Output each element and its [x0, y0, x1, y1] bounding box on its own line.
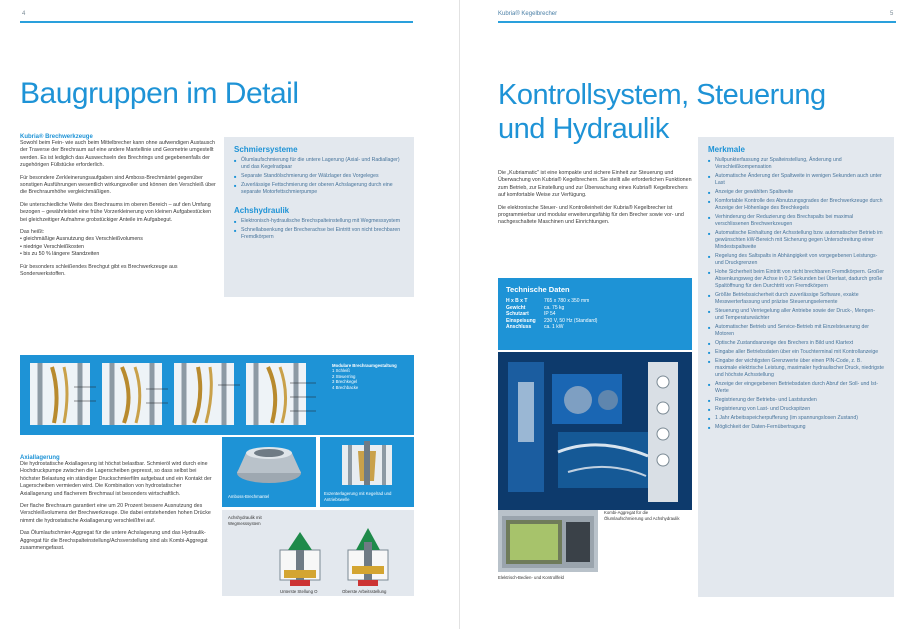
lube-heading: Schmiersysteme [234, 145, 298, 154]
feature-item: ■ Verhinderung der Reduzierung des Brechspalts bei maximal verschlissenen Brechwerkzeugen [708, 214, 884, 228]
hydraulic-aggregate-illustration [498, 352, 692, 510]
axial-hydraulic-diagram [222, 510, 414, 596]
tech-value: ca. 75 kg [544, 304, 565, 311]
paragraph: Die elektronische Steuer- und Kontrolleinheit der Kubria® Kegelbrecher ist programmierbar und modular erweiterungsfähig für den Brecher sowie vor- und nachgeschaltete Maschinen und Einrichtungen. [498, 204, 684, 226]
feature-item: ■ Nullpunkterfassung zur Spalteinstellung, Änderung und Verschleißkompensation [708, 157, 884, 171]
aggregate-photo [498, 352, 692, 510]
tech-row [506, 298, 684, 305]
section-body [20, 140, 216, 236]
paragraph: Das heißt: [20, 229, 45, 236]
aggregate-caption: Kombi-Aggregat für die Ölumlaufschmierung und Achshydraulik [604, 510, 680, 521]
lube-list [234, 157, 404, 196]
band-legend-item: 4 Brechbacke [332, 384, 359, 390]
features-box [698, 137, 894, 597]
paragraph: Der flache Brechraum garantiert eine um 20 Prozent bessere Ausnutzung des Verschleißvolumens der Brechwerkzeuge. Die dabei entstehenden hohen Drücke nimmt die hydrostatische Axiallagerung verschleißfrei auf. [20, 503, 211, 524]
lube-item: ■ Zuverlässige Fettschmierung der oberen Achslagerung durch eine separate Motorfettschmierpumpe [234, 182, 404, 196]
feature-item: ■ Anzeige der gewählten Spaltweite [708, 189, 884, 196]
tech-heading: Technische Daten [506, 285, 570, 294]
feature-item: ■ Anzeige der eingegebenen Betriebsdaten durch Abruf der Soll- und Ist-Werte [708, 381, 884, 395]
hydraulic-caption: Achshydraulik mit Wegmesssystem [228, 515, 262, 526]
tech-row [506, 305, 684, 312]
tech-key: Schutzart [506, 311, 529, 318]
running-head: Kubria® Kegelbrecher [498, 11, 558, 17]
paragraph: Die unterschiedliche Weite des Brechraums im oberen Bereich – auf den Umfang bezogen – gewährleistet eine frühe Vorzerkleinerung von kleinen Aufgabestücken bei gleichzeitiger Aufnahme grobstückiger Anteile im Aufgabegut. [20, 201, 212, 223]
control-system-text [498, 170, 692, 232]
tech-key: H x B x T [506, 298, 528, 304]
ring-image-panel [222, 437, 316, 507]
axial-item: ■ Schnellabsenkung der Brecherachse bei Eintritt von nicht brechbaren Fremdkörpern [234, 227, 404, 241]
features-heading: Merkmale [708, 145, 745, 154]
feature-item: ■ Automatische Änderung der Spaltweite in wenigen Sekunden auch unter Last [708, 173, 884, 187]
tech-key: Einspeisung [506, 317, 536, 324]
header-rule [20, 21, 413, 23]
feature-item: ■ Eingabe aller Betriebsdaten über ein Touchterminal mit Kontrollanzeige [708, 349, 884, 356]
eccentric-bearing-illustration [320, 437, 414, 493]
bullet-item: • gleichmäßige Ausnutzung des Verschleißvolumens [20, 236, 216, 243]
feature-item: ■ Registrierung von Last- und Druckspitzen [708, 406, 884, 413]
page-title: Baugruppen im Detail [20, 77, 299, 110]
breaker-tools-section [20, 134, 216, 279]
tech-key: Gewicht [506, 304, 526, 311]
paragraph: Für besondere Zerkleinerungsaufgaben sind Amboss-Brechmäntel gegenüber sonstigen Ausführungen wesentlich wirkungsvoller und können den Verschleiß über die Brechraumhöhe vergleichmäßigen. [20, 174, 216, 196]
left-page [0, 0, 459, 629]
tech-value: IP 54 [544, 311, 556, 318]
feature-item: ■ Größte Betriebssicherheit durch zuverlässige Software, exakte Messwerterfassung und präzise Steuerungselemente [708, 292, 884, 306]
feature-item: ■ Automatische Einhaltung der Achsstellung bzw. automatischer Betrieb im gewünschten kW-Bereich mit Sicherung gegen Unterschreitung einer Mindestspaltweite [708, 230, 884, 251]
features-list [708, 157, 884, 431]
feature-item: ■ Komfortable Kontrolle des Abnutzungsgrades der Brechwerkzeuge durch Anzeige der Höhenlage des Brechkegels [708, 198, 884, 212]
tech-value: ca. 1 kW [544, 324, 564, 331]
paragraph: Die hydrostatische Axiallagerung ist höchst belastbar. Schmieröl wird durch eine Hochdruckpumpe zwischen die Lagerscheiben gepresst, so dass selbst bei höchster Belastung ein ständiger Druckschmierfilm aufgebaut und ein Kontakt der Lagerscheiben vermieden wird. Die Kombination von hydrostatischer Axiallagerung und flacherem Brechmaul ist besonders wirtschaftlich. [20, 461, 212, 497]
right-page [460, 0, 919, 629]
closing-paragraph: Für besonders schleißendes Brechgut gibt es Brechwerkzeuge aus Sonderwerkstoffen. [20, 263, 178, 278]
crusher-cross-sections [24, 355, 324, 435]
feature-item: ■ Möglichkeit der Daten-Fernübertragung [708, 424, 884, 431]
feature-item: ■ Registrierung der Betriebs- und Laststunden [708, 397, 884, 404]
tech-value: 765 x 780 x 350 mm [544, 298, 590, 304]
feature-item: ■ Steuerung und Verriegelung aller Antriebe sowie der Druck-, Mengen- und Temperaturwächter [708, 308, 884, 322]
ring-caption: Amboss-Brechmantel [228, 494, 270, 499]
lube-item: ■ Separate Standölschmierung der Wälzlager des Vorgeleges [234, 173, 404, 180]
axial-heading: Achshydraulik [234, 206, 290, 215]
control-panel-illustration [498, 510, 598, 572]
axial-list [234, 218, 404, 241]
panel-caption: Elektrisch-Bedien- und Kontrollfeld [498, 575, 564, 580]
bullet-item: • niedrige Verschleißkosten [20, 244, 216, 251]
feature-item: ■ Hohe Sicherheit beim Eintritt von nicht brechbaren Fremdkörpern. Großer Absenkungsweg der Achse in 0,2 Sekunden bei Überlast, dadurch große Spaltöffnung für den Durchtritt von Fremdkörpern [708, 269, 884, 290]
feature-item: ■ 1 Jahr Arbeitsspeicherpufferung (im spannungslosen Zustand) [708, 415, 884, 422]
band-legend-title: Modulare Brechraumgestaltung [332, 363, 397, 368]
control-panel-photo [498, 510, 598, 572]
header-rule [498, 21, 896, 23]
cone-caption: Exzenterlagerung mit Kegelrad und Antriebswelle [324, 491, 392, 502]
technical-data-box [498, 278, 692, 350]
lube-item: ■ Ölumlaufschmierung für die untere Lagerung (Axial- und Radiallager) und das Kegelradpaar [234, 157, 404, 171]
band-legend [332, 363, 410, 390]
tech-value: 230 V, 50 Hz (Standard) [544, 317, 598, 324]
crusher-section-band [20, 355, 414, 435]
band-legend-item: 1 Schleiß [332, 368, 350, 374]
hydraulic-diagram-panel [222, 510, 414, 596]
lower-position-caption: Unterste Stellung O [280, 589, 318, 594]
feature-item: ■ Regelung des Saltspalts in Abhängigkeit von vorgegebenen Leistungs- und Druckgrenzen [708, 253, 884, 267]
anvil-ring-illustration [222, 437, 316, 495]
feature-item: ■ Optische Zustandsanzeige des Brechers in Bild und Klartext [708, 340, 884, 347]
tech-row [506, 324, 684, 331]
paragraph: Sowohl beim Fein- wie auch beim Mittelbrecher kann ohne aufwendigen Austausch der Traverse der Brechraum auf eine andere Mantellinie und Geometrie umgestellt werden. Es ist lediglich das Auswechseln des Brechrings und gegebenenfalls der zugehörigen Füllstücke erforderlich. [20, 140, 215, 169]
bullet-list [20, 236, 216, 258]
tech-row [506, 311, 684, 318]
axial-bearing-body [20, 461, 214, 552]
page-number: 5 [890, 11, 894, 17]
axial-bearing-heading: Axiallagerung [20, 455, 60, 461]
band-legend-item: 2 Steuerring [332, 373, 356, 379]
tech-key: Anschluss [506, 324, 532, 331]
page-number: 4 [22, 11, 26, 17]
upper-position-caption: Oberste Arbeitsstellung [342, 589, 387, 594]
section-heading: Kubria® Brechwerkzeuge [20, 134, 93, 140]
paragraph: Das Ölumlaufschmier-Aggregat für die untere Achslagerung und das Hydraulik-Aggregat für die Brechspalteinstellung/Achsverstellung sind als Kombi-Aggregat zusammengefasst. [20, 530, 208, 552]
paragraph: Die „Kubriamatic" ist eine kompakte und sichere Einheit zur Steuerung und Überwachung von Kubria® Kegelbrechern. Sie stellt alle erforderlichen Funktionen zum Betrieb, zur Einstellung und zur Überwachung eines Kubria® Kegelbrechers auf komfortable Weise zur Verfügung. [498, 170, 692, 199]
bullet-item: • bis zu 50 % längere Standzeiten [20, 251, 216, 258]
feature-item: ■ Eingabe der wichtigsten Grenzwerte über einen PIN-Code, z. B. maximale elektrische Leistung, maximaler hydraulischer Druck, niedrigste und höchste Achsstellung [708, 358, 884, 379]
feature-item: ■ Automatischer Betrieb und Service-Betrieb mit Einzelsteuerung der Motoren [708, 324, 884, 338]
tech-row [506, 318, 684, 325]
axial-bearing-section [20, 455, 214, 557]
axial-item: ■ Elektronisch-hydraulische Brechspalteinstellung mit Wegmesssystem [234, 218, 404, 225]
page-title: Kontrollsystem, Steuerung und Hydraulik [498, 79, 826, 145]
systems-info-box [224, 137, 414, 297]
band-legend-item: 3 Brechkegel [332, 379, 358, 385]
cone-image-panel [320, 437, 414, 507]
